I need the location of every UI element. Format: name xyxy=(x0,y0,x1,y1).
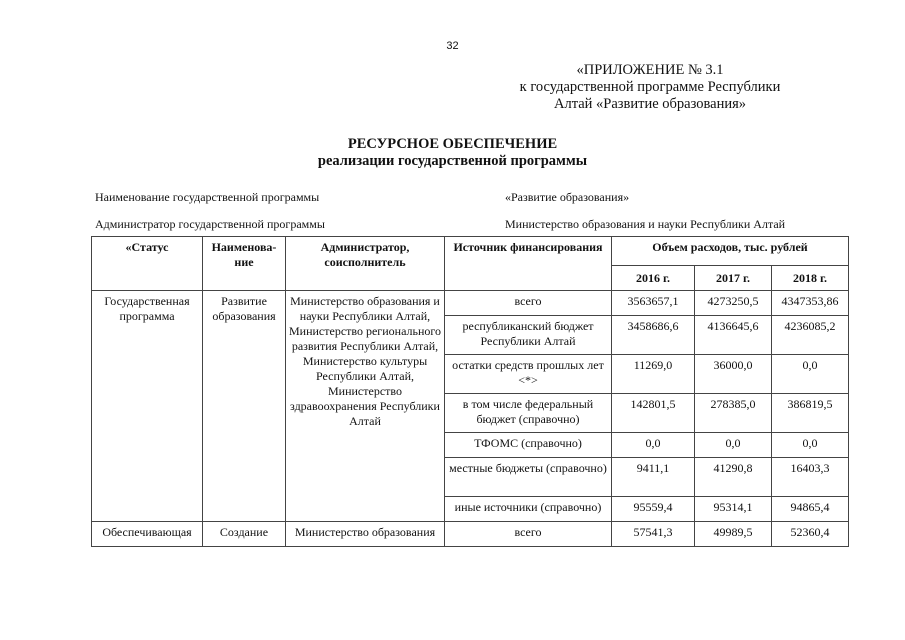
table-row xyxy=(92,522,849,547)
cell-2016: 142801,5 xyxy=(612,394,695,433)
program-name-value: «Развитие образования» xyxy=(505,190,630,204)
cell-source: остатки средств прошлых лет <*> xyxy=(445,355,612,394)
appendix-line-2: к государственной программе Республики xyxy=(519,79,781,95)
cell-2017: 36000,0 xyxy=(695,355,772,394)
document-title xyxy=(0,136,905,170)
cell-2016: 95559,4 xyxy=(612,497,695,522)
cell-2017: 0,0 xyxy=(695,433,772,458)
cell-2018: 16403,3 xyxy=(772,458,849,497)
cell-source: республиканский бюджет Республики Алтай xyxy=(445,316,612,355)
cell-2016: 3563657,1 xyxy=(612,291,695,316)
appendix-line-3: Алтай «Развитие образования» xyxy=(553,96,747,112)
cell-2018: 4347353,86 xyxy=(772,291,849,316)
cell-2017: 4136645,6 xyxy=(695,316,772,355)
cell-2017: 278385,0 xyxy=(695,394,772,433)
header-source: Источник финансирования xyxy=(445,237,612,291)
cell-2017: 95314,1 xyxy=(695,497,772,522)
cell-status: Государственная программа xyxy=(92,291,203,522)
cell-2016: 0,0 xyxy=(612,433,695,458)
page-number: 32 xyxy=(446,40,459,52)
cell-2017: 4273250,5 xyxy=(695,291,772,316)
table-header-row xyxy=(92,237,849,266)
header-admin: Администратор, соисполнитель xyxy=(286,237,445,291)
cell-name: Создание xyxy=(203,522,286,547)
cell-source: в том числе федеральный бюджет (справочно) xyxy=(445,394,612,433)
cell-2017: 41290,8 xyxy=(695,458,772,497)
program-admin-row xyxy=(95,217,786,232)
cell-source: иные источники (справочно) xyxy=(445,497,612,522)
cell-2018: 386819,5 xyxy=(772,394,849,433)
cell-2016: 11269,0 xyxy=(612,355,695,394)
header-year-2016: 2016 г. xyxy=(612,266,695,291)
title-line-1: РЕСУРСНОЕ ОБЕСПЕЧЕНИЕ xyxy=(347,136,558,152)
title-line-2: реализации государственной программы xyxy=(317,153,588,169)
cell-2018: 4236085,2 xyxy=(772,316,849,355)
appendix-line-1: «ПРИЛОЖЕНИЕ № 3.1 xyxy=(576,62,724,78)
cell-2018: 52360,4 xyxy=(772,522,849,547)
cell-source: всего xyxy=(445,291,612,316)
program-admin-label: Администратор государственной программы xyxy=(95,217,325,231)
cell-2016: 3458686,6 xyxy=(612,316,695,355)
cell-2018: 0,0 xyxy=(772,355,849,394)
header-name: Наименова-ние xyxy=(203,237,286,291)
program-name-row xyxy=(95,190,630,205)
header-status: «Статус xyxy=(92,237,203,291)
header-year-2018: 2018 г. xyxy=(772,266,849,291)
cell-admin: Министерство образования xyxy=(286,522,445,547)
cell-status: Обеспечивающая xyxy=(92,522,203,547)
cell-source: ТФОМС (справочно) xyxy=(445,433,612,458)
program-name-label: Наименование государственной программы xyxy=(95,190,320,204)
appendix-header xyxy=(500,62,800,113)
resource-table xyxy=(91,236,849,547)
cell-admin: Министерство образования и науки Республики Алтай, Министерство регионального развития Республики Алтай, Министерство культуры Республики Алтай, Министерство здравоохранения Республики Алтай xyxy=(286,291,445,522)
cell-name: Развитие образования xyxy=(203,291,286,522)
cell-2018: 94865,4 xyxy=(772,497,849,522)
cell-source: местные бюджеты (справочно) xyxy=(445,458,612,497)
header-volume: Объем расходов, тыс. рублей xyxy=(612,237,849,266)
cell-2017: 49989,5 xyxy=(695,522,772,547)
header-year-2017: 2017 г. xyxy=(695,266,772,291)
cell-2016: 57541,3 xyxy=(612,522,695,547)
cell-source: всего xyxy=(445,522,612,547)
cell-2018: 0,0 xyxy=(772,433,849,458)
table-row xyxy=(92,291,849,316)
cell-2016: 9411,1 xyxy=(612,458,695,497)
program-admin-value: Министерство образования и науки Республики Алтай xyxy=(505,217,786,231)
